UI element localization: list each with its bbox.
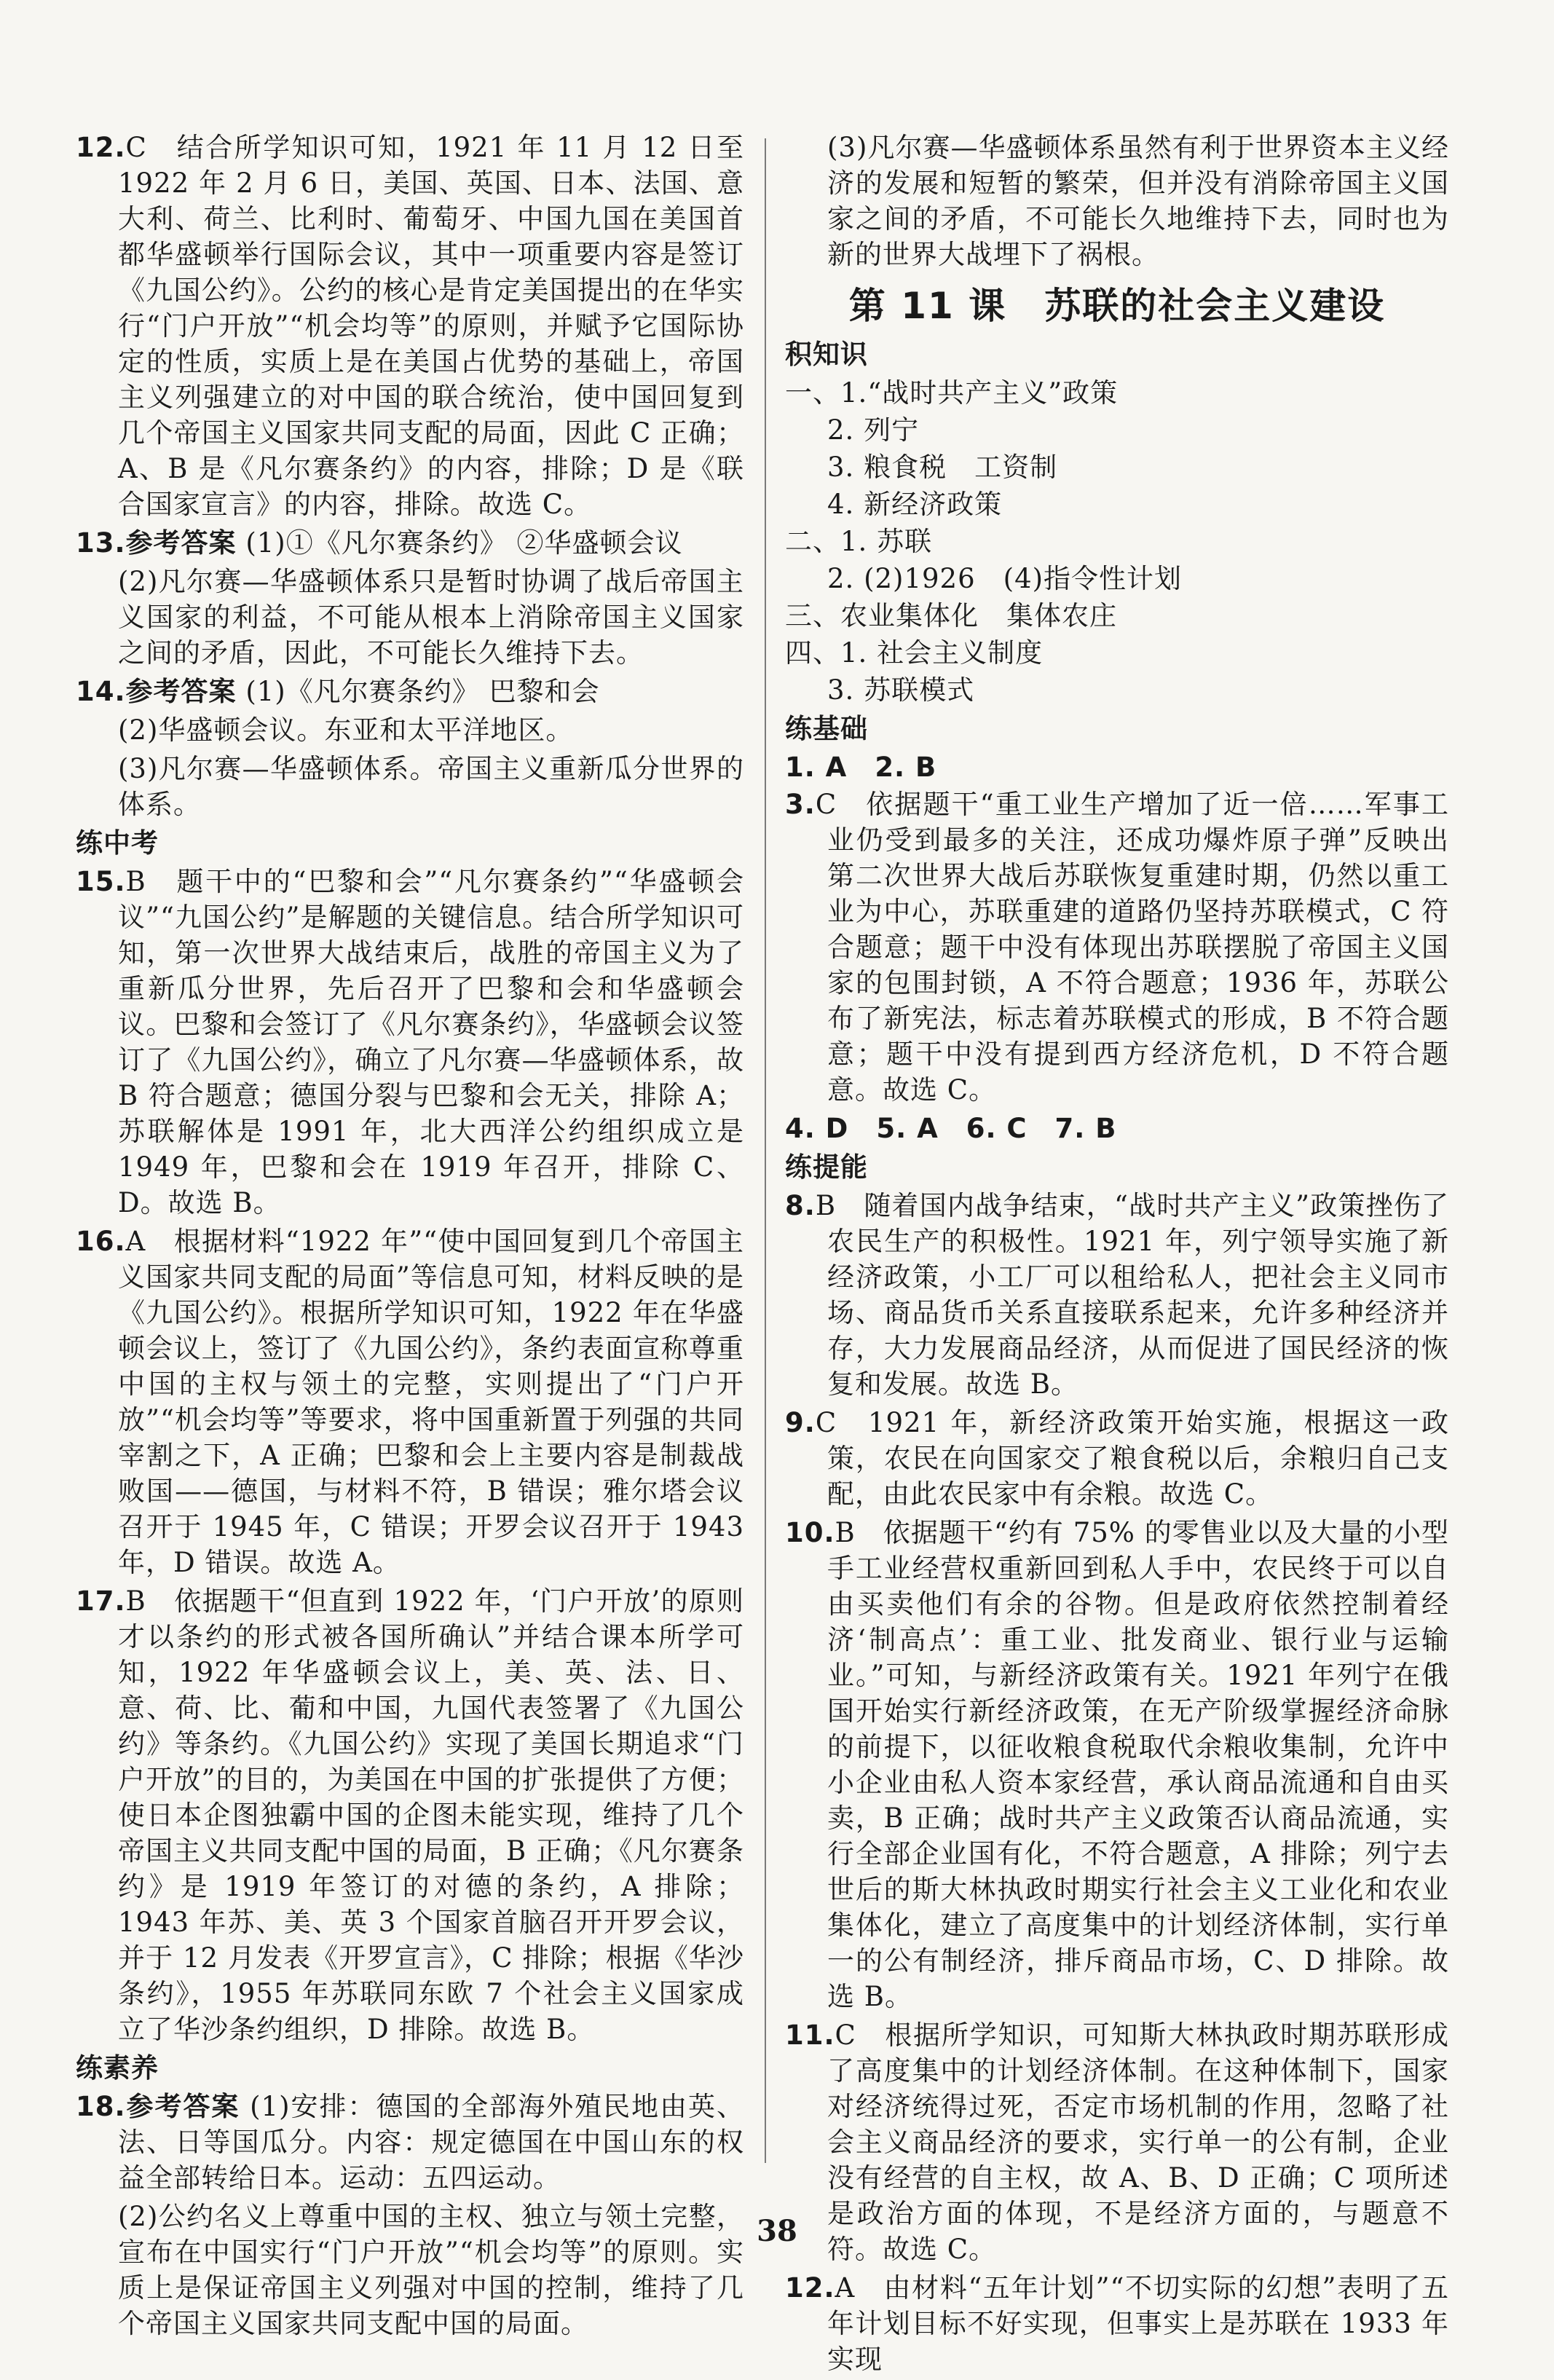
question-number: 3.: [785, 789, 816, 820]
answer-12: [76, 130, 744, 522]
question-number: 18.: [76, 2091, 126, 2122]
answer-text: (1)《凡尔赛条约》 巴黎和会: [245, 676, 600, 707]
answer-17: [76, 1583, 744, 2047]
answer-text: (1)①《凡尔赛条约》 ②华盛顿会议: [245, 527, 683, 559]
short-answers-4-7: 4. D 5. A 6. C 7. B: [785, 1113, 1117, 1144]
question-number: 13.: [76, 527, 126, 559]
knowledge-item: 4. 新经济政策: [827, 489, 1003, 520]
answer-text: A 根据材料“1922 年”“使中国回复到几个帝国主义国家共同支配的局面”等信息可知，材料反映的是《九国公约》。根据所学知识可知，1922 年在华盛顿会议上，签订了《九国公约》，条约表面宣称尊重中国的主权与领土的完整，实则提出了“门户开放”“机会均等”等要求，将中国重新置于列强的共同宰割之下，A 正确；巴黎和会上主要内容是制裁战败国——德国，与材料不符，B 错误；雅尔塔会议召开于 1945 年，C 错误；开罗会议召开于 1943 年，D 错误。故选 A。: [118, 1226, 744, 1578]
section-heading-suyang: 练素养: [76, 2052, 159, 2084]
question-number: 8.: [785, 1190, 816, 1221]
question-number: 14.: [76, 676, 126, 707]
answer-10: [785, 1515, 1449, 2014]
question-number: 12.: [785, 2272, 835, 2304]
answer-text: B 依据题干“约有 75% 的零售业以及大量的小型手工业经营权重新回到私人手中，农民终于可以自由买卖他们有余的谷物。但是政府依然控制着经济‘制高点’：重工业、批发商业、银行业与运输业。”可知，与新经济政策有关。1921 年列宁在俄国开始实行新经济政策，在无产阶级掌握经济命脉的前提下，以征收粮食税取代余粮收集制，允许中小企业由私人资本家经营，承认商品流通和自由买卖，B 正确；战时共产主义政策否认商品流通，实行全部企业国有化，不符合题意，A 排除；列宁去世后的斯大林执政时期实行社会主义工业化和农业集体化，建立了高度集中的计划经济体制，实行单一的公有制经济，排斥商品市场，C、D 排除。故选 B。: [827, 1517, 1449, 2012]
answer-15: [76, 864, 744, 1221]
knowledge-item: 3. 苏联模式: [827, 674, 975, 706]
answer-12-right: [785, 2270, 1449, 2377]
answer-text: C 结合所学知识可知，1921 年 11 月 12 日至 1922 年 2 月 6 日，美国、英国、日本、法国、意大利、荷兰、比利时、葡萄牙、中国九国在美国首都华盛顿举行国际会议，其中一项重要内容是签订《九国公约》。公约的核心是肯定美国提出的在华实行“门户开放”“机会均等”的原则，并赋予它国际协定的性质，实质上是在美国占优势的基础上，帝国主义列强建立的对中国的联合统治，使中国回复到几个帝国主义国家共同支配的局面，因此 C 正确；A、B 是《凡尔赛条约》的内容，排除；D 是《联合国家宣言》的内容，排除。故选 C。: [118, 132, 744, 520]
page-number: 38: [757, 2214, 797, 2248]
short-answers-1-2: 1. A 2. B: [785, 752, 937, 783]
lesson-title: 第 11 课 苏联的社会主义建设: [848, 285, 1386, 327]
answer-14-part-3: (3)凡尔赛—华盛顿体系。帝国主义重新瓜分世界的体系。: [118, 753, 744, 820]
answer-3: [785, 787, 1449, 1108]
answer-13-part-2: (2)凡尔赛—华盛顿体系只是暂时协调了战后帝国主义国家的利益，不可能从根本上消除帝国主义国家之间的矛盾，因此，不可能长久维持下去。: [118, 566, 744, 669]
answer-18-part-2: (2)公约名义上尊重中国的主权、独立与领土完整，宣布在中国实行“门户开放”“机会均等”的原则。实质上是保证帝国主义列强对中国的控制，维持了几个帝国主义国家共同支配中国的局面。: [118, 2201, 744, 2339]
answer-text: B 随着国内战争结束，“战时共产主义”政策挫伤了农民生产的积极性。1921 年，列宁领导实施了新经济政策，小工厂可以租给私人，把社会主义同市场、商品货币关系直接联系起来，允许多种经济并存，大力发展商品经济，从而促进了国民经济的恢复和发展。故选 B。: [815, 1190, 1449, 1400]
right-column: [785, 130, 1449, 2380]
question-number: 10.: [785, 1517, 835, 1548]
knowledge-item: 三、农业集体化 集体农庄: [785, 600, 1117, 631]
answer-14-part-2: (2)华盛顿会议。东亚和太平洋地区。: [118, 714, 574, 746]
answer-text: B 题干中的“巴黎和会”“凡尔赛条约”“华盛顿会议”“九国公约”是解题的关键信息。结合所学知识可知，第一次世界大战结束后，战胜的帝国主义为了重新瓜分世界，先后召开了巴黎和会和华盛顿会议。巴黎和会签订了《凡尔赛条约》，华盛顿会议签订了《九国公约》，确立了凡尔赛—华盛顿体系，故 B 符合题意；德国分裂与巴黎和会无关，排除 A；苏联解体是 1991 年，北大西洋公约组织成立是 1949 年，巴黎和会在 1919 年召开，排除 C、D。故选 B。: [118, 866, 744, 1218]
knowledge-item: 四、1. 社会主义制度: [785, 637, 1044, 669]
answer-18: [76, 2089, 744, 2196]
knowledge-item: 一、1.“战时共产主义”政策: [785, 377, 1119, 409]
answer-9: [785, 1405, 1449, 1512]
answer-label: 参考答案: [125, 2091, 240, 2122]
answer-13: [76, 525, 744, 561]
answer-text: A 由材料“五年计划”“不切实际的幻想”表明了五年计划目标不好实现，但事实上是苏联在 1933 年实现: [827, 2272, 1449, 2375]
question-number: 17.: [76, 1585, 126, 1617]
answer-text: C 依据题干“重工业生产增加了近一倍……军事工业仍受到最多的关注，还成功爆炸原子弹”反映出第二次世界大战后苏联恢复重建时期，仍然以重工业为中心，苏联重建的道路仍坚持苏联模式，C 符合题意；题干中没有体现出苏联摆脱了帝国主义国家的包围封锁，A 不符合题意；1936 年，苏联公布了新宪法，标志着苏联模式的形成，B 不符合题意；题干中没有提到西方经济危机，D 不符合题意。故选 C。: [815, 789, 1449, 1106]
knowledge-item: 2. (2)1926 (4)指令性计划: [827, 563, 1183, 594]
knowledge-item: 2. 列宁: [827, 414, 920, 446]
section-heading-tineng: 练提能: [785, 1151, 868, 1183]
section-heading-zhongkao: 练中考: [76, 827, 159, 859]
answer-label: 参考答案: [125, 676, 237, 707]
section-heading-jichu: 练基础: [785, 713, 868, 744]
question-number: 16.: [76, 1226, 126, 1257]
answer-16: [76, 1224, 744, 1580]
question-number: 15.: [76, 866, 126, 897]
question-number: 9.: [785, 1407, 816, 1438]
answer-label: 参考答案: [125, 527, 237, 559]
answer-text: C 1921 年，新经济政策开始实施，根据这一政策，农民在向国家交了粮食税以后，余粮归自己支配，由此农民家中有余粮。故选 C。: [815, 1407, 1449, 1510]
question-number: 12.: [76, 132, 126, 163]
answer-14: [76, 674, 744, 709]
knowledge-item: 3. 粮食税 工资制: [827, 452, 1058, 483]
section-heading-jizhishi: 积知识: [785, 339, 868, 370]
knowledge-item: 二、1. 苏联: [785, 526, 933, 557]
answer-8: [785, 1188, 1449, 1402]
left-column: [76, 130, 744, 2344]
answer-text: (1)安排：德国的全部海外殖民地由英、法、日等国瓜分。内容：规定德国在中国山东的权益全部转给日本。运动：五四运动。: [118, 2091, 745, 2194]
answer-18-part-3: (3)凡尔赛—华盛顿体系虽然有利于世界资本主义经济的发展和短暂的繁荣，但并没有消除帝国主义国家之间的矛盾，不可能长久地维持下去，同时也为新的世界大战埋下了祸根。: [827, 132, 1449, 270]
column-divider: [765, 138, 766, 2163]
answer-text: C 根据所学知识，可知斯大林执政时期苏联形成了高度集中的计划经济体制。在这种体制下，国家对经济统得过死，否定市场机制的作用，忽略了社会主义商品经济的要求，实行单一的公有制，企业没有经营的自主权，故 A、B、D 正确；C 项所述是政治方面的体现，不是经济方面的，与题意不符。故选 C。: [827, 2020, 1449, 2265]
answer-text: B 依据题干“但直到 1922 年，‘门户开放’的原则才以条约的形式被各国所确认”并结合课本所学可知，1922 年华盛顿会议上，美、英、法、日、意、荷、比、葡和中国，九国代表签署了《九国公约》等条约。《九国公约》实现了美国长期追求“门户开放”的目的，为美国在中国的扩张提供了方便；使日本企图独霸中国的企图未能实现，维持了几个帝国主义共同支配中国的局面，B 正确；《凡尔赛条约》是 1919 年签订的对德的条约，A 排除；1943 年苏、美、英 3 个国家首脑召开开罗会议，并于 12 月发表《开罗宣言》，C 排除；根据《华沙条约》，1955 年苏联同东欧 7 个社会主义国家成立了华沙条约组织，D 排除。故选 B。: [118, 1585, 744, 2045]
question-number: 11.: [785, 2020, 835, 2051]
